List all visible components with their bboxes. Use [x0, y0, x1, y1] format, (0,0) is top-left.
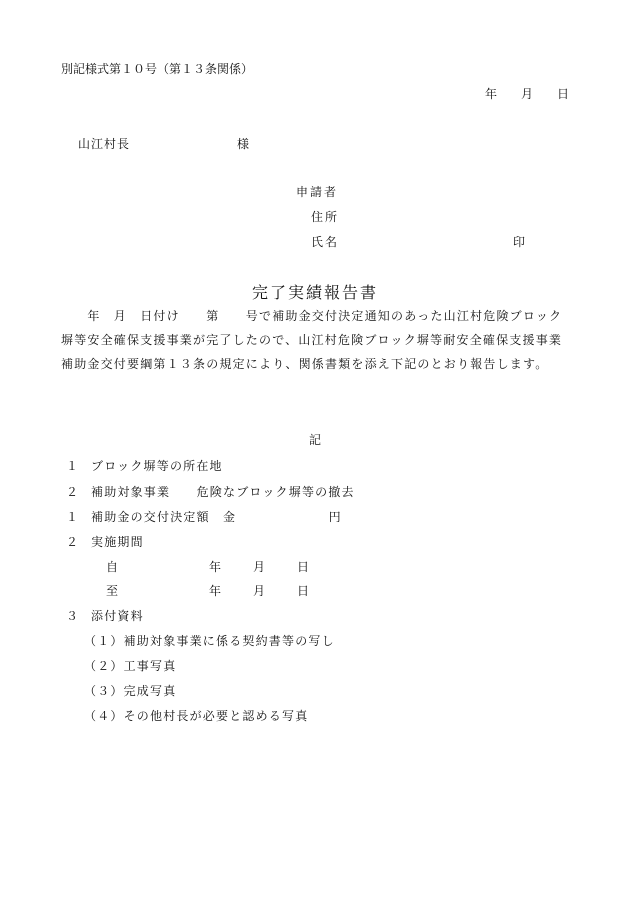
- attachments-number: ３: [66, 609, 79, 623]
- item-text: ブロック塀等の所在地: [91, 459, 223, 473]
- form-number: 別記様式第１０号（第１３条関係）: [61, 62, 254, 76]
- document-title: 完了実績報告書: [252, 283, 379, 302]
- item-text: 実施期間: [91, 535, 144, 549]
- item-text: 補助金の交付決定額 金 円: [91, 510, 342, 524]
- attachments-label: 添付資料: [91, 609, 144, 623]
- attachment-item: （３）完成写真: [84, 684, 177, 698]
- item-number: ２: [66, 485, 79, 499]
- name-label: 氏名: [311, 235, 340, 249]
- item-number: １: [66, 510, 79, 524]
- period-to-year: 年: [209, 584, 222, 598]
- attachment-item: （１）補助対象事業に係る契約書等の写し: [84, 634, 335, 648]
- applicant-label: 申請者: [296, 185, 339, 199]
- period-to-day: 日: [297, 584, 310, 598]
- period-from-year: 年: [209, 560, 222, 574]
- period-from-day: 日: [297, 560, 310, 574]
- period-to-label: 至: [106, 584, 119, 598]
- item-number: ２: [66, 535, 79, 549]
- item-text: 補助対象事業 危険なブロック塀等の撤去: [91, 485, 355, 499]
- note-label: 記: [309, 433, 322, 447]
- item-number: １: [66, 459, 79, 473]
- address-label: 住所: [311, 210, 340, 224]
- period-from-month: 月: [253, 560, 266, 574]
- body-paragraph: 年 月 日付け 第 号で補助金交付決定通知のあった山江村危険ブロック塀等安全確保支援事業が完了したので、山江村危険ブロック塀等耐安全確保支援事業補助金交付要綱第１３条の規定により、関係書類を添え下記のとおり報告します。: [61, 309, 563, 371]
- addressee-honorific: 様: [237, 137, 250, 151]
- period-from-label: 自: [106, 560, 119, 574]
- seal-mark: 印: [513, 235, 526, 249]
- addressee-name: 山江村長: [78, 137, 131, 151]
- date-line: 年 月 日: [485, 87, 570, 101]
- period-to-month: 月: [253, 584, 266, 598]
- attachment-item: （４）その他村長が必要と認める写真: [84, 709, 309, 723]
- attachment-item: （２）工事写真: [84, 659, 177, 673]
